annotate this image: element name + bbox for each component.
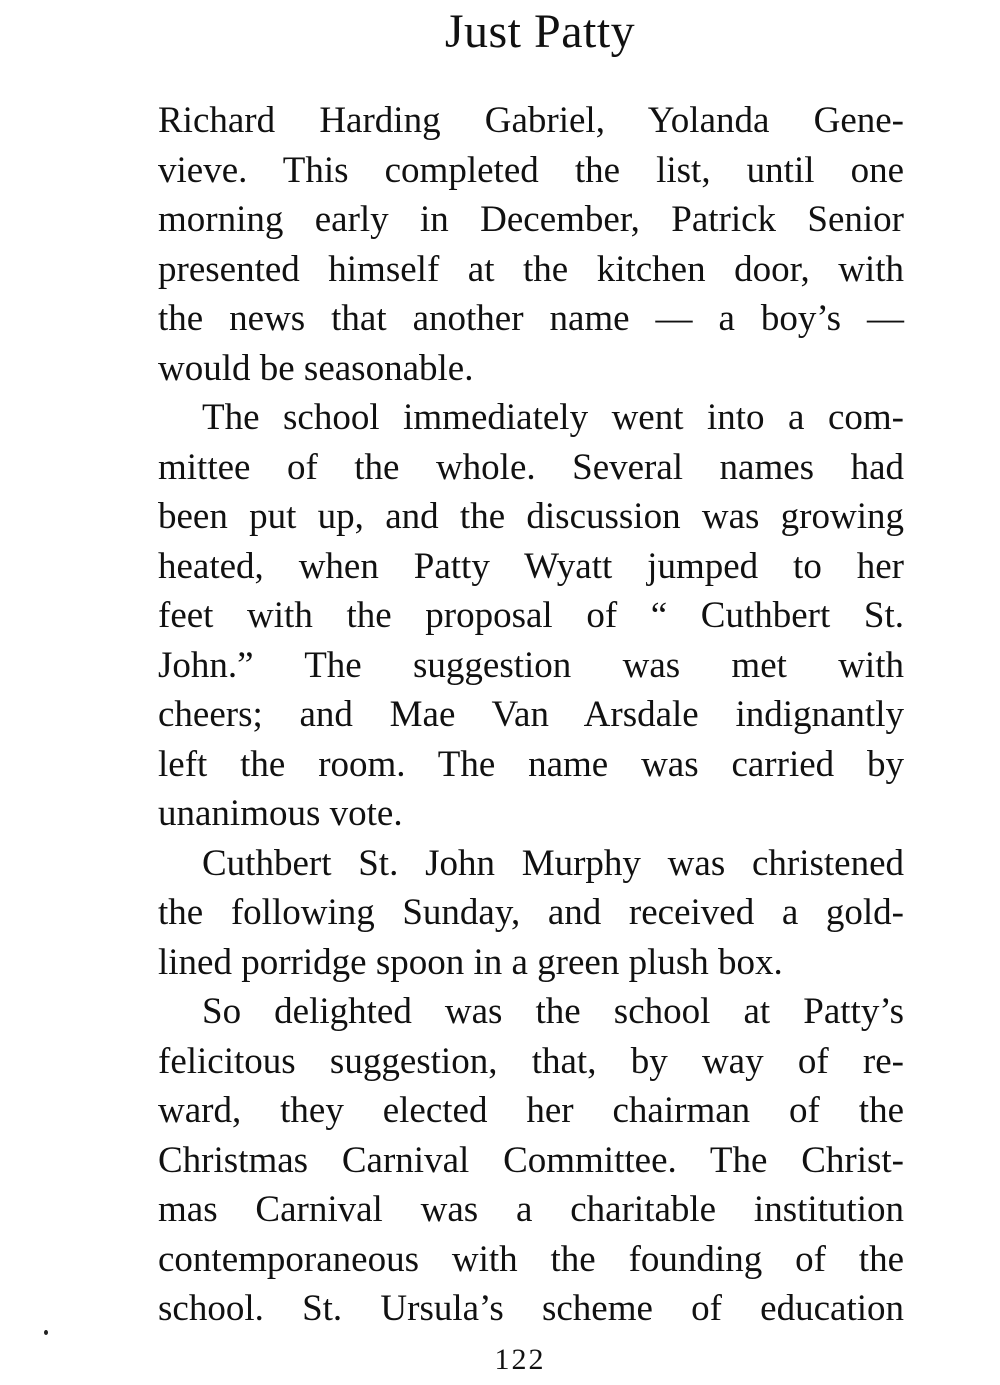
text-line: felicitous suggestion, that, by way of re- bbox=[158, 1040, 904, 1082]
text-line: would be seasonable. bbox=[158, 347, 474, 389]
text-line: ward, they elected her chairman of the bbox=[158, 1090, 904, 1131]
text-line: mittee of the whole. Several names had bbox=[158, 446, 904, 488]
text-line: heated, when Patty Wyatt jumped to her bbox=[158, 545, 904, 587]
text-line: unanimous vote. bbox=[158, 793, 403, 834]
body-text bbox=[158, 96, 904, 1334]
text-line: feet with the proposal of “ Cuthbert St. bbox=[158, 595, 904, 636]
text-line: mas Carnival was a charitable institution bbox=[158, 1189, 904, 1230]
text-line: lined porridge spoon in a green plush box. bbox=[158, 941, 783, 983]
print-speck bbox=[44, 1330, 48, 1335]
text-line: been put up, and the discussion was growing bbox=[158, 496, 904, 537]
text-line: school. St. Ursula’s scheme of education bbox=[158, 1288, 904, 1329]
text-line: morning early in December, Patrick Senior bbox=[158, 199, 904, 240]
text-line: John.” The suggestion was met with bbox=[158, 644, 904, 686]
page-number: 122 bbox=[494, 1343, 546, 1376]
text-line: Christmas Carnival Committee. The Christ- bbox=[158, 1139, 904, 1181]
text-line: Cuthbert St. John Murphy was christened bbox=[202, 842, 904, 884]
text-line: the following Sunday, and received a gold- bbox=[158, 892, 904, 933]
text-line: vieve. This completed the list, until one bbox=[158, 149, 904, 191]
text-line: the news that another name — a boy’s — bbox=[158, 298, 904, 339]
text-line: cheers; and Mae Van Arsdale indignantly bbox=[158, 694, 904, 735]
text-line: contemporaneous with the founding of the bbox=[158, 1238, 904, 1280]
text-line: The school immediately went into a com- bbox=[202, 397, 904, 438]
text-line: Richard Harding Gabriel, Yolanda Gene- bbox=[158, 100, 904, 141]
text-line: So delighted was the school at Patty’s bbox=[202, 991, 904, 1032]
running-head: Just Patty bbox=[444, 5, 636, 58]
text-line: presented himself at the kitchen door, with bbox=[158, 248, 904, 290]
text-line: left the room. The name was carried by bbox=[158, 743, 904, 785]
